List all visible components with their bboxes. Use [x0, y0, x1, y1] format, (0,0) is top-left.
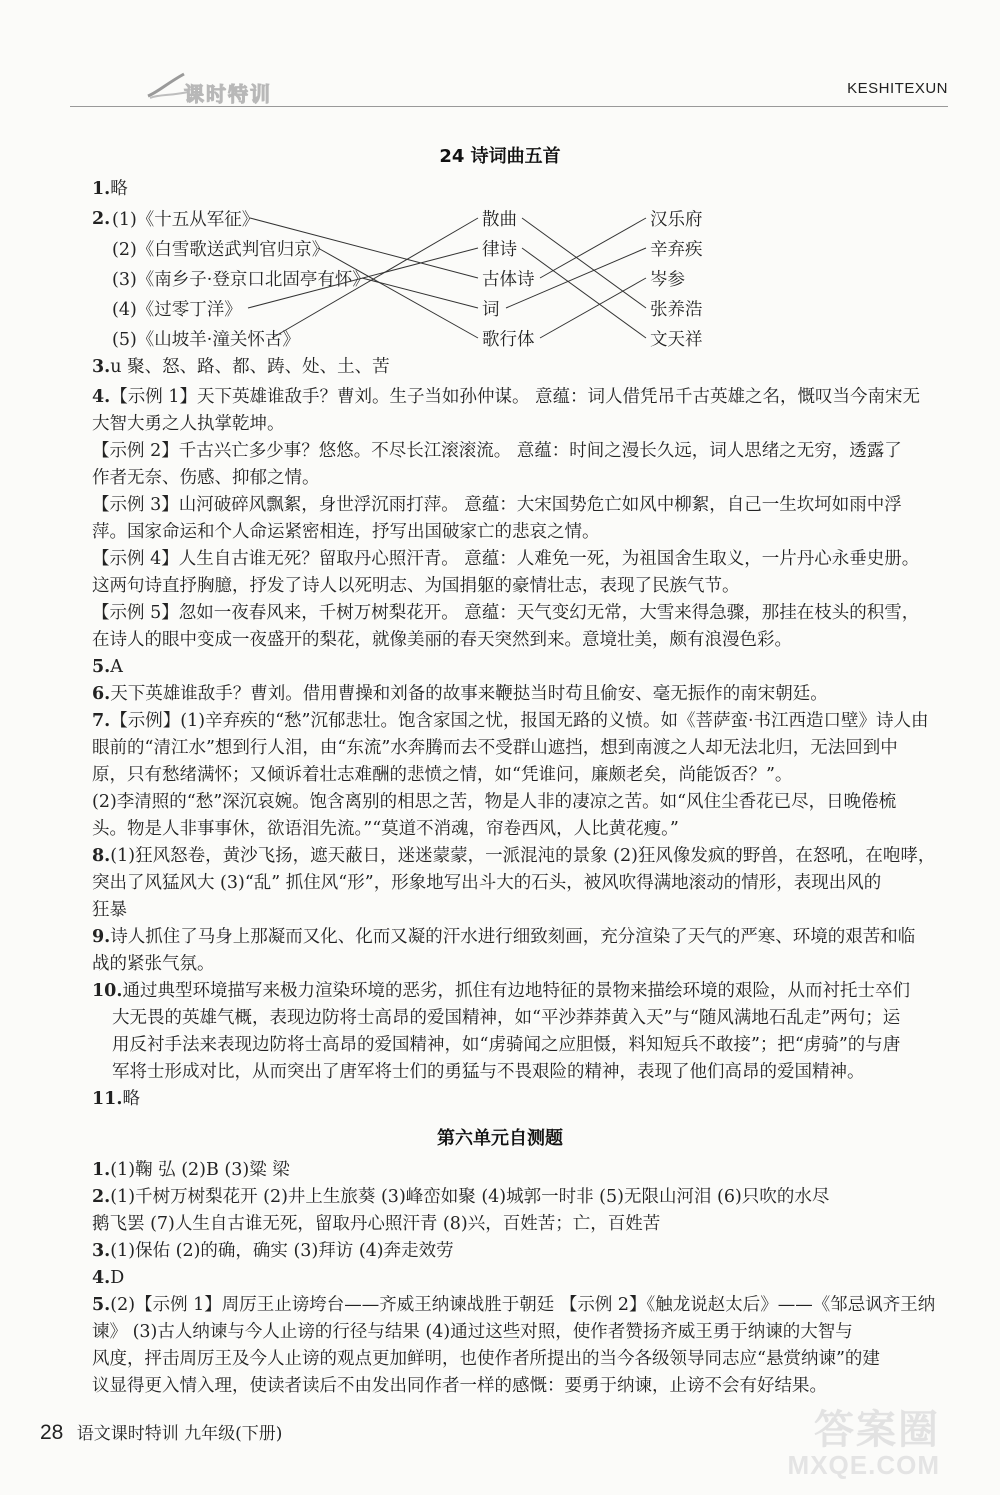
unit-answer-4 — [92, 1265, 124, 1291]
answer-7-line: 眼前的“清江水”想到行人泪，由“东流”水奔腾而去不受群山遮挡，想到南渡之人却无法北归，无法回到中 — [92, 738, 898, 758]
answer-number: 3. — [92, 357, 111, 377]
section-title: 24 诗词曲五首 — [439, 146, 561, 167]
match-author-5: 文天祥 — [650, 330, 703, 350]
match-author-2: 辛弃疾 — [650, 240, 703, 260]
answer-4-line: 萍。国家命运和个人命运紧密相连，抒写出国破家亡的悲哀之情。 — [92, 522, 600, 542]
answer-7-line — [92, 708, 929, 734]
answer-7-line: 头。物是人非事事休，欲语泪先流。”“莫道不消魂，帘卷西风，人比黄花瘦。” — [92, 819, 679, 839]
answer-3 — [92, 354, 390, 380]
answer-number: 8. — [92, 846, 111, 866]
match-line — [250, 218, 478, 278]
match-work-1: (1)《十五从军征》 — [112, 210, 260, 230]
unit-answer-5-line: 议显得更入情入理，使读者读后不由发出同作者一样的感慨：要勇于纳谏，止谤不会有好结果。 — [92, 1376, 827, 1396]
answer-text: D — [110, 1268, 125, 1288]
match-work-4: (4)《过零丁洋》 — [112, 300, 242, 320]
answer-7-line: 原，只有愁绪满怀；又倾诉着壮志难酬的悲愤之情，如“凭谁问，廉颇老矣，尚能饭否？”。 — [92, 765, 793, 785]
answer-number: 5. — [92, 1295, 111, 1315]
answer-4-line: 【示例 5】忽如一夜春风来，千树万树梨花开。 意蕴：天气变幻无常，大雪来得急骤，那挂在枝头的积雪， — [92, 603, 920, 623]
answer-text: u 聚、怒、路、都、踌、处、土、苦 — [110, 357, 390, 377]
unit-answer-5-line: 谏》 (3)古人纳谏与今人止谤的行径与结果 (4)通过这些对照，使作者赞扬齐威王勇于纳谏的大智与 — [92, 1322, 853, 1342]
unit-answer-5-line — [92, 1292, 935, 1318]
answer-4-line: 这两句诗直抒胸臆，抒发了诗人以死明志、为国捐躯的豪情壮志，表现了民族气节。 — [92, 576, 740, 596]
match-genre-5: 歌行体 — [482, 330, 535, 350]
match-line — [522, 218, 646, 308]
match-genre-4: 词 — [482, 300, 500, 320]
answer-text: 天下英雄谁敌手？曹刘。借用曹操和刘备的故事来鞭挞当时苟且偷安、毫无振作的南宋朝廷。 — [110, 684, 828, 704]
answer-4-line: 【示例 4】人生自古谁无死？留取丹心照汗青。 意蕴：人难免一死，为祖国舍生取义，一片丹心永垂史册。 — [92, 549, 920, 569]
match-line — [362, 278, 478, 308]
answer-text: (1)保佑 (2)的确，确实 (3)拜访 (4)奔走效劳 — [110, 1241, 454, 1261]
page-footer — [40, 1419, 282, 1445]
match-line — [272, 218, 478, 338]
answer-10-line: 大无畏的英雄气概，表现边防将士高昂的爱国精神，如“平沙莽莽黄入天”与“随风满地石乱走”两句；运 — [112, 1008, 901, 1028]
match-work-3: (3)《南乡子·登京口北固亭有怀》 — [112, 270, 370, 290]
answer-4-line: 大智大勇之人执掌乾坤。 — [92, 414, 285, 434]
watermark-url: MXQE.COM — [787, 1450, 940, 1480]
unit-answer-5-line: 风度，抨击周厉王及今人止谤的观点更加鲜明，也使作者所提出的当今各级领导同志应“悬赏纳谏”的建 — [92, 1349, 880, 1369]
answer-6 — [92, 681, 828, 707]
answer-8-line — [92, 843, 935, 869]
watermark-logo: 答案圈 — [814, 1407, 940, 1453]
unit-answer-2-line: 鹅飞罢 (7)人生自古谁无死，留取丹心照汗青 (8)兴，百姓苦；亡，百姓苦 — [92, 1214, 661, 1234]
match-genre-3: 古体诗 — [482, 270, 535, 290]
answer-number: 4. — [92, 1268, 111, 1288]
answer-8-line: 突出了风猛风大 (3)“乱” 抓住风“形”，形象地写出斗大的石头，被风吹得满地滚动的情形，表现出风的 — [92, 873, 882, 893]
unit-answer-1 — [92, 1157, 290, 1183]
answer-8-line: 狂暴 — [92, 900, 127, 920]
answer-4-line: 作者无奈、伤感、抑郁之情。 — [92, 468, 320, 488]
answer-text: A — [110, 657, 123, 677]
answer-text: (2)【示例 1】周厉王止谤垮台——齐威王纳谏战胜于朝廷 【示例 2】《触龙说赵太后》——《邹忌讽齐王纳 — [110, 1295, 936, 1315]
answer-number: 2. — [92, 209, 111, 229]
answer-7-line: (2)李清照的“愁”深沉哀婉。饱含离别的相思之苦，物是人非的凄凉之苦。如“风住尘香花已尽，日晚倦梳 — [92, 792, 897, 812]
match-line — [318, 248, 478, 338]
answer-9-line — [92, 924, 915, 950]
unit-answer-2-line — [92, 1184, 829, 1210]
answer-10-line: 用反衬手法来表现边防将士高昂的爱国精神，如“虏骑闻之应胆慑，料知短兵不敢接”；把“虏骑”的与唐 — [112, 1035, 901, 1055]
answer-number: 4. — [92, 387, 111, 407]
answer-10-line: 军将士形成对比，从而突出了唐军将士们的勇猛与不畏艰险的精神，表现了他们高昂的爱国精神。 — [112, 1062, 865, 1082]
match-work-2: (2)《白雪歌送武判官归京》 — [112, 240, 330, 260]
answer-4-line — [92, 384, 920, 410]
match-genre-1: 散曲 — [482, 210, 517, 230]
answer-number: 9. — [92, 927, 111, 947]
answer-number: 6. — [92, 684, 111, 704]
brand-text: KESHITEXUN — [847, 80, 948, 97]
answer-text: 诗人抓住了马身上那凝而又化、化而又凝的汗水进行细致刻画，充分渲染了天气的严寒、环境的艰苦和临 — [110, 927, 916, 947]
answer-10-line — [92, 978, 910, 1004]
answer-number: 3. — [92, 1241, 111, 1261]
answer-text: (1)狂风怒卷，黄沙飞扬，遮天蔽日，迷迷蒙蒙，一派混沌的景象 (2)狂风像发疯的野兽，在怒吼，在咆哮， — [110, 846, 936, 866]
answer-5 — [92, 654, 123, 680]
answer-number: 5. — [92, 657, 111, 677]
matching-lines — [0, 0, 1000, 400]
unit-answer-3 — [92, 1238, 454, 1264]
answer-text: 略 — [110, 179, 128, 199]
answer-text: 通过典型环境描写来极力渲染环境的恶劣，抓住有边地特征的景物来描绘环境的艰险，从而衬托士卒们 — [122, 981, 910, 1001]
answer-text: 【示例 1】天下英雄谁敌手？曹刘。生子当如孙仲谋。 意蕴：词人借凭吊千古英雄之名，慨叹当今南宋无 — [110, 387, 921, 407]
section-title: 第六单元自测题 — [437, 1128, 563, 1149]
answer-9-line: 战的紧张气氛。 — [92, 954, 215, 974]
answer-number: 7. — [92, 711, 111, 731]
page-number: 28 — [40, 1421, 64, 1444]
match-author-4: 张养浩 — [650, 300, 703, 320]
answer-number: 2. — [92, 1187, 111, 1207]
match-author-3: 岑参 — [650, 270, 685, 290]
footer-text: 语文课时特训 九年级(下册) — [76, 1424, 283, 1444]
match-author-1: 汉乐府 — [650, 210, 703, 230]
match-work-5: (5)《山坡羊·潼关怀古》 — [112, 330, 300, 350]
answer-number: 10. — [92, 981, 123, 1001]
answer-number: 11. — [92, 1089, 123, 1109]
match-genre-2: 律诗 — [482, 240, 517, 260]
answer-4-line: 【示例 3】山河破碎风飘絮，身世浮沉雨打萍。 意蕴：大宋国势危亡如风中柳絮，自己一生坎坷如雨中浮 — [92, 495, 902, 515]
answer-4-line: 【示例 2】千古兴亡多少事？悠悠。不尽长江滚滚流。 意蕴：时间之漫长久远，词人思绪之无穷，透露了 — [92, 441, 902, 461]
answer-text: 略 — [122, 1089, 140, 1109]
answer-4-line: 在诗人的眼中变成一夜盛开的梨花，就像美丽的春天突然到来。意境壮美，颇有浪漫色彩。 — [92, 630, 792, 650]
answer-text: (1)千树万树梨花开 (2)井上生旅葵 (3)峰峦如聚 (4)城郭一时非 (5)无限山河泪 (6)只吹的水尽 — [110, 1187, 830, 1207]
answer-11 — [92, 1086, 140, 1112]
answer-text: 【示例】(1)辛弃疾的“愁”沉郁悲壮。饱含家国之忧，报国无路的义愤。如《菩萨蛮·书江西造口壁》诗人由 — [110, 711, 929, 731]
answer-text: (1)鞠 弘 (2)B (3)粱 梁 — [110, 1160, 290, 1180]
answer-number: 1. — [92, 1160, 111, 1180]
logo-text: 课时特训 — [184, 82, 272, 106]
answer-number: 1. — [92, 179, 111, 199]
